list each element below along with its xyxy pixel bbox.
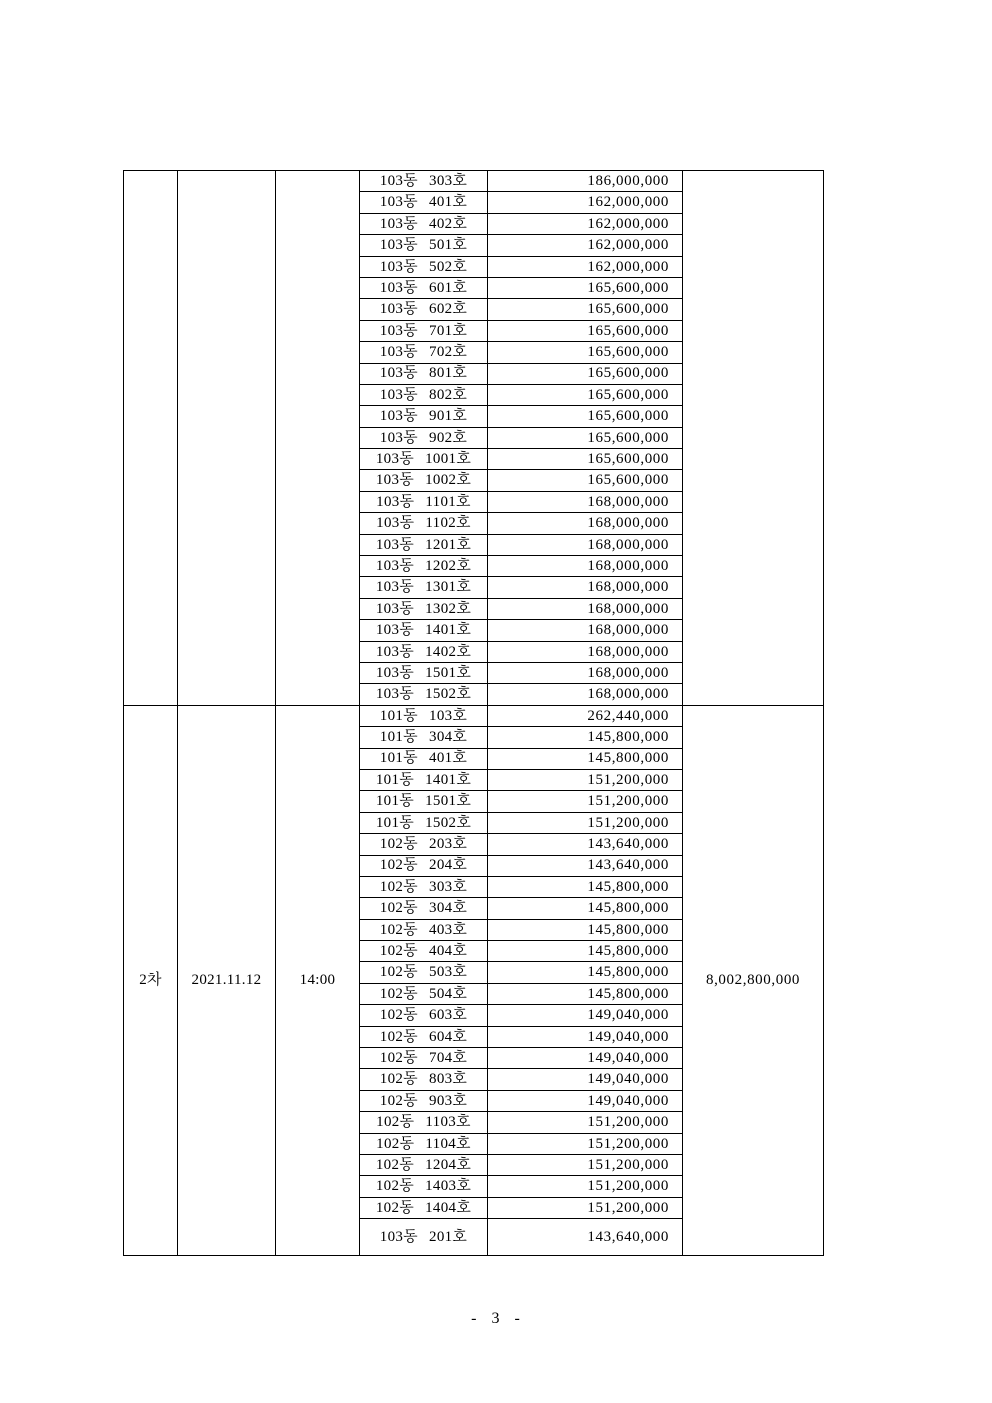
price-cell: 168,000,000 [488, 641, 683, 662]
price-cell: 165,600,000 [488, 384, 683, 405]
table-row [124, 171, 824, 192]
unit-cell: 103동 502호 [360, 256, 488, 277]
unit-cell: 101동 401호 [360, 748, 488, 769]
unit-cell: 102동 303호 [360, 876, 488, 897]
price-cell: 143,640,000 [488, 855, 683, 876]
unit-cell: 103동 802호 [360, 384, 488, 405]
price-cell: 165,600,000 [488, 320, 683, 341]
unit-cell: 103동 601호 [360, 277, 488, 298]
unit-cell: 101동 1401호 [360, 769, 488, 790]
price-cell: 151,200,000 [488, 1154, 683, 1175]
price-cell: 168,000,000 [488, 491, 683, 512]
price-cell: 165,600,000 [488, 406, 683, 427]
unit-cell: 103동 1501호 [360, 662, 488, 683]
price-cell: 151,200,000 [488, 1176, 683, 1197]
price-cell: 145,800,000 [488, 962, 683, 983]
unit-cell: 102동 1103호 [360, 1112, 488, 1133]
unit-cell: 102동 204호 [360, 855, 488, 876]
unit-cell: 103동 1302호 [360, 598, 488, 619]
price-cell: 151,200,000 [488, 1112, 683, 1133]
price-cell: 162,000,000 [488, 256, 683, 277]
unit-cell: 102동 1104호 [360, 1133, 488, 1154]
unit-cell: 103동 1502호 [360, 684, 488, 705]
price-cell: 145,800,000 [488, 941, 683, 962]
unit-cell: 102동 704호 [360, 1048, 488, 1069]
price-cell: 162,000,000 [488, 235, 683, 256]
unit-cell: 103동 702호 [360, 342, 488, 363]
unit-cell: 103동 201호 [360, 1219, 488, 1256]
unit-cell: 101동 1501호 [360, 791, 488, 812]
total-cell: 8,002,800,000 [683, 705, 824, 1255]
unit-cell: 103동 1301호 [360, 577, 488, 598]
price-cell: 168,000,000 [488, 577, 683, 598]
unit-cell: 103동 902호 [360, 427, 488, 448]
unit-cell: 103동 303호 [360, 171, 488, 192]
time-cell [276, 171, 360, 706]
unit-cell: 102동 404호 [360, 941, 488, 962]
unit-cell: 103동 402호 [360, 213, 488, 234]
unit-cell: 103동 1401호 [360, 620, 488, 641]
unit-cell: 101동 103호 [360, 705, 488, 726]
price-cell: 162,000,000 [488, 192, 683, 213]
unit-cell: 102동 803호 [360, 1069, 488, 1090]
price-cell: 151,200,000 [488, 812, 683, 833]
unit-cell: 102동 203호 [360, 834, 488, 855]
unit-cell: 103동 1201호 [360, 534, 488, 555]
unit-cell: 102동 603호 [360, 1005, 488, 1026]
unit-cell: 102동 503호 [360, 962, 488, 983]
unit-cell: 102동 1404호 [360, 1197, 488, 1218]
table-body [124, 171, 824, 1256]
price-cell: 151,200,000 [488, 769, 683, 790]
round-cell [124, 171, 178, 706]
unit-cell: 103동 1002호 [360, 470, 488, 491]
date-cell: 2021.11.12 [178, 705, 276, 1255]
unit-cell: 103동 1001호 [360, 449, 488, 470]
unit-cell: 102동 604호 [360, 1026, 488, 1047]
unit-cell: 103동 901호 [360, 406, 488, 427]
price-cell: 145,800,000 [488, 898, 683, 919]
price-cell: 149,040,000 [488, 1048, 683, 1069]
page-number: - 3 - [471, 1310, 521, 1327]
price-cell: 168,000,000 [488, 684, 683, 705]
price-cell: 145,800,000 [488, 876, 683, 897]
unit-cell: 101동 1502호 [360, 812, 488, 833]
price-cell: 168,000,000 [488, 556, 683, 577]
price-cell: 145,800,000 [488, 983, 683, 1004]
unit-cell: 101동 304호 [360, 727, 488, 748]
price-cell: 165,600,000 [488, 470, 683, 491]
price-cell: 145,800,000 [488, 748, 683, 769]
unit-cell: 102동 1204호 [360, 1154, 488, 1175]
price-cell: 165,600,000 [488, 299, 683, 320]
time-cell: 14:00 [276, 705, 360, 1255]
price-cell: 151,200,000 [488, 791, 683, 812]
unit-cell: 103동 602호 [360, 299, 488, 320]
unit-cell: 103동 1402호 [360, 641, 488, 662]
price-cell: 168,000,000 [488, 662, 683, 683]
price-cell: 149,040,000 [488, 1069, 683, 1090]
price-cell: 165,600,000 [488, 277, 683, 298]
price-cell: 149,040,000 [488, 1026, 683, 1047]
price-cell: 168,000,000 [488, 620, 683, 641]
unit-cell: 103동 1202호 [360, 556, 488, 577]
price-cell: 143,640,000 [488, 834, 683, 855]
unit-cell: 103동 801호 [360, 363, 488, 384]
unit-cell: 103동 701호 [360, 320, 488, 341]
price-cell: 165,600,000 [488, 363, 683, 384]
unit-cell: 103동 1102호 [360, 513, 488, 534]
unit-cell: 102동 504호 [360, 983, 488, 1004]
price-cell: 168,000,000 [488, 534, 683, 555]
price-cell: 262,440,000 [488, 705, 683, 726]
price-cell: 168,000,000 [488, 598, 683, 619]
table-row [124, 705, 824, 726]
date-cell [178, 171, 276, 706]
price-cell: 165,600,000 [488, 342, 683, 363]
price-cell: 151,200,000 [488, 1197, 683, 1218]
unit-cell: 102동 1403호 [360, 1176, 488, 1197]
unit-cell: 102동 304호 [360, 898, 488, 919]
price-cell: 168,000,000 [488, 513, 683, 534]
price-cell: 162,000,000 [488, 213, 683, 234]
unit-cell: 102동 903호 [360, 1090, 488, 1111]
round-cell: 2차 [124, 705, 178, 1255]
price-cell: 143,640,000 [488, 1219, 683, 1256]
price-cell: 165,600,000 [488, 449, 683, 470]
price-cell: 165,600,000 [488, 427, 683, 448]
unit-cell: 103동 401호 [360, 192, 488, 213]
price-cell: 149,040,000 [488, 1090, 683, 1111]
price-cell: 186,000,000 [488, 171, 683, 192]
price-cell: 145,800,000 [488, 727, 683, 748]
unit-cell: 103동 501호 [360, 235, 488, 256]
unit-cell: 102동 403호 [360, 919, 488, 940]
price-cell: 145,800,000 [488, 919, 683, 940]
price-cell: 151,200,000 [488, 1133, 683, 1154]
price-cell: 149,040,000 [488, 1005, 683, 1026]
unit-cell: 103동 1101호 [360, 491, 488, 512]
total-cell [683, 171, 824, 706]
auction-price-table [123, 170, 824, 1256]
